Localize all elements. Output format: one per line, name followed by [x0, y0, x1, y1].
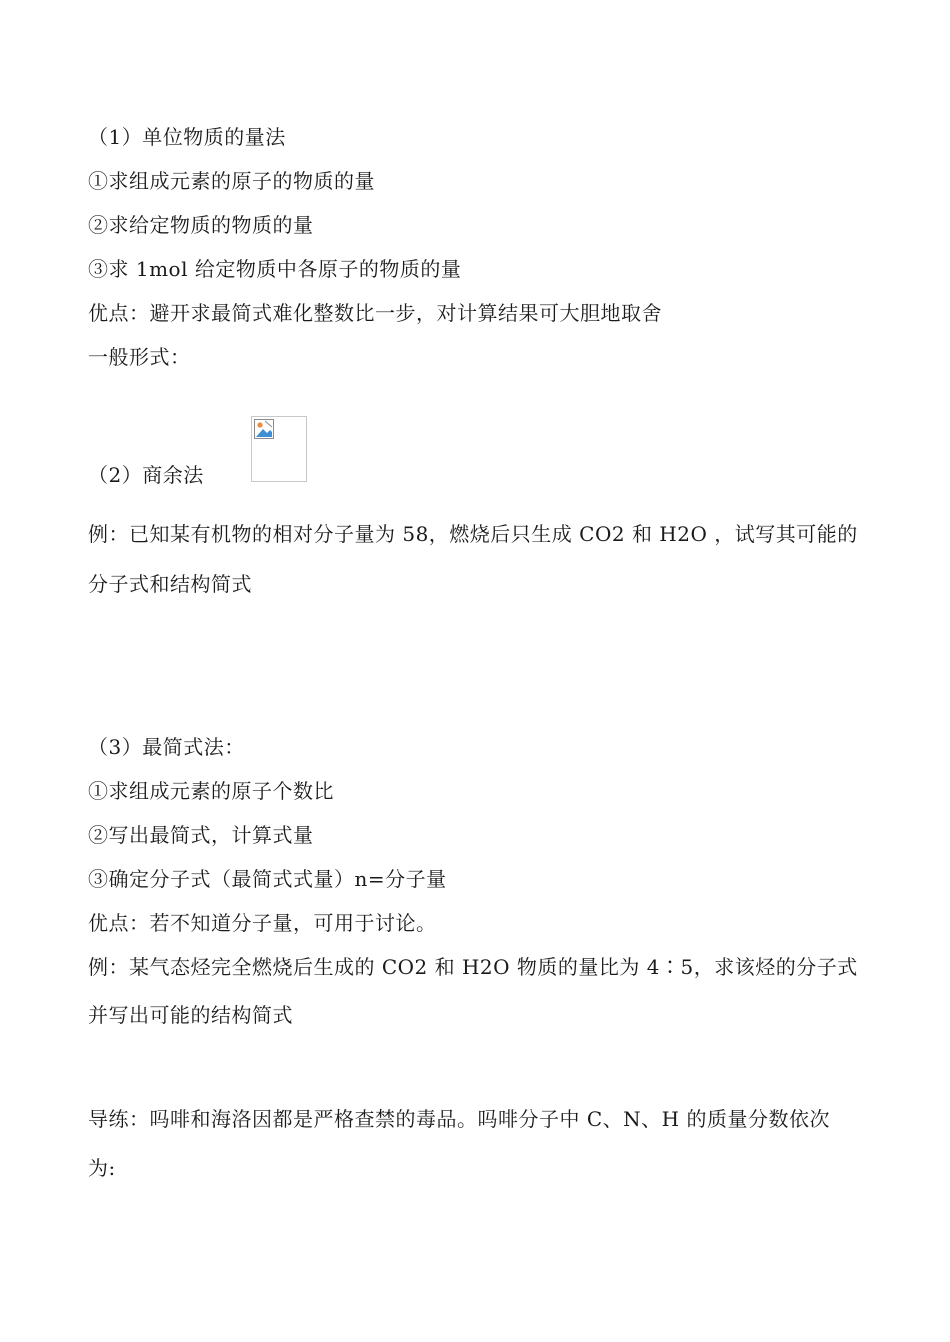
section3-advantage: 优点：若不知道分子量，可用于讨论。	[88, 911, 437, 935]
section1-step3: ③求 1mol 给定物质中各原子的物质的量	[88, 257, 462, 281]
broken-image-placeholder	[251, 416, 307, 482]
broken-image-icon	[254, 419, 274, 439]
section1-advantage: 优点：避开求最简式难化整数比一步，对计算结果可大胆地取舍	[88, 301, 662, 325]
section3-example-line1: 例：某气态烃完全燃烧后生成的 CO2 和 H2O 物质的量比为 4∶5，求该烃的分子式	[88, 955, 858, 979]
section3-step3: ③确定分子式（最简式式量）n=分子量	[88, 867, 447, 891]
section1-general-form: 一般形式：	[88, 345, 191, 369]
exercise-line1: 导练：吗啡和海洛因都是严格查禁的毒品。吗啡分子中 C、N、H 的质量分数依次	[88, 1107, 830, 1131]
section3-heading: （3）最简式法：	[88, 735, 245, 759]
exercise-line2: 为:	[88, 1156, 116, 1180]
section1-step2: ②求给定物质的物质的量	[88, 213, 314, 237]
section3-step2: ②写出最简式，计算式量	[88, 823, 314, 847]
section1-heading: （1）单位物质的量法	[88, 125, 286, 149]
section2-example-line1: 例：已知某有机物的相对分子量为 58，燃烧后只生成 CO2 和 H2O ，试写其可能的	[88, 522, 858, 546]
section3-example-line2: 并写出可能的结构简式	[88, 1003, 293, 1027]
section1-step1: ①求组成元素的原子的物质的量	[88, 169, 375, 193]
section2-example-line2: 分子式和结构简式	[88, 572, 252, 596]
section3-step1: ①求组成元素的原子个数比	[88, 779, 334, 803]
section2-heading: （2）商余法	[88, 463, 204, 487]
